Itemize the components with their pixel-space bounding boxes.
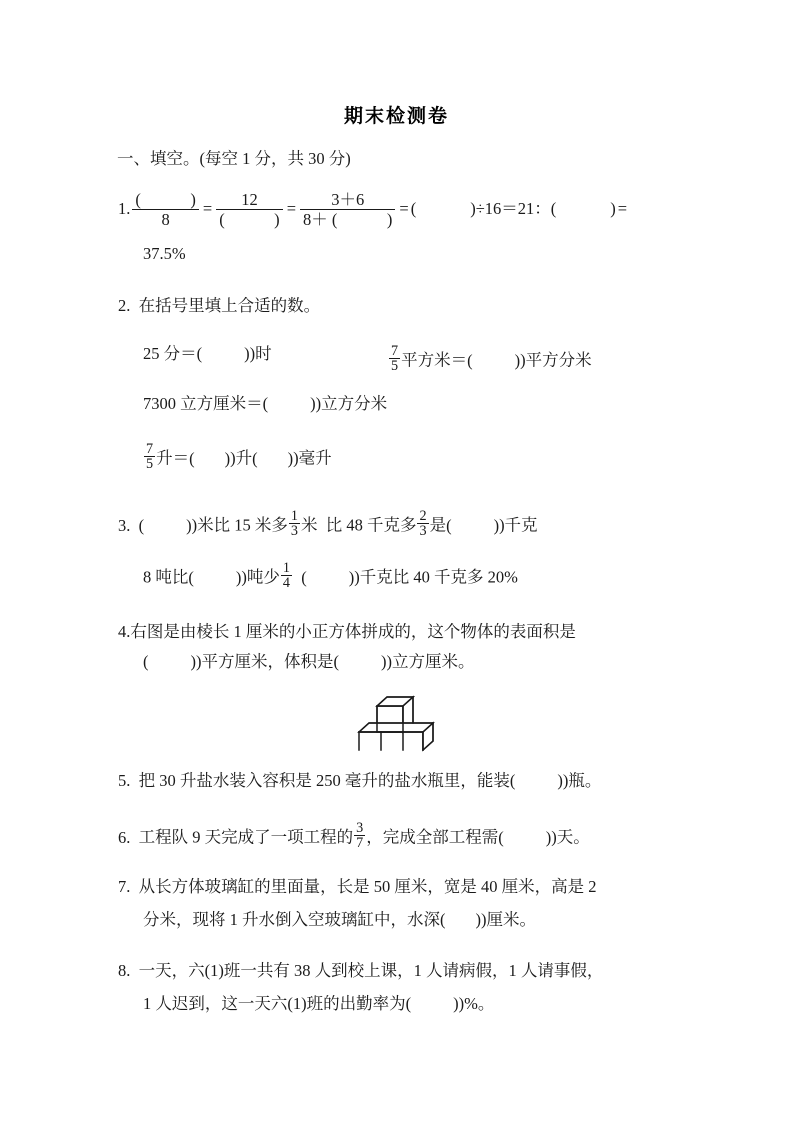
fraction-numerator: 1 bbox=[282, 560, 290, 576]
question-7-line-2 bbox=[143, 911, 536, 930]
question-1-tail: ÷16＝21： bbox=[475, 198, 551, 218]
q2-cubic-cm-label: 7300 立方厘米＝ bbox=[143, 394, 263, 413]
q3-part-1: )米比 15 米多 bbox=[191, 515, 288, 535]
q2-liter-unit: )升 bbox=[230, 448, 253, 468]
question-7 bbox=[118, 878, 597, 897]
fraction-numerator: 1 bbox=[290, 508, 298, 524]
q3-l2-part-2: )吨少 bbox=[241, 567, 280, 587]
answer-blank[interactable] bbox=[139, 517, 192, 536]
fraction-numerator: 12 bbox=[216, 190, 283, 210]
answer-blank[interactable] bbox=[551, 200, 616, 219]
question-3 bbox=[118, 510, 538, 540]
question-4 bbox=[118, 623, 576, 642]
question-1-line-2: 37.5% bbox=[143, 244, 186, 263]
q3-part-2: 米 bbox=[300, 515, 318, 535]
answer-blank[interactable] bbox=[510, 772, 563, 791]
answer-blank[interactable] bbox=[301, 569, 354, 588]
fraction-numerator: 2 bbox=[419, 508, 427, 524]
question-1-number: 1. bbox=[118, 198, 131, 218]
q2-liter-label: 升＝ bbox=[156, 448, 190, 468]
q3-l2-part-3: )千克比 40 千克多 20% bbox=[354, 567, 518, 587]
question-3-number: 3. bbox=[118, 515, 131, 535]
question-6-text-1: 工程队 9 天完成了一项工程的 bbox=[138, 827, 354, 847]
question-1-fraction-3 bbox=[300, 190, 395, 230]
question-7-number: 7. bbox=[118, 877, 131, 896]
fraction-denominator: 5 bbox=[146, 456, 154, 473]
question-2-line-b bbox=[143, 395, 387, 414]
answer-blank[interactable] bbox=[467, 352, 520, 371]
fraction-numerator: 7 bbox=[391, 343, 399, 359]
question-5-text: 把 30 升盐水装入容积是 250 毫升的盐水瓶里，能装 bbox=[138, 771, 510, 790]
answer-blank[interactable] bbox=[263, 395, 316, 414]
fraction-denominator: 3 bbox=[419, 523, 427, 540]
fraction-numerator: ( ) bbox=[132, 190, 199, 210]
q2-cubic-dm-unit: )立方分米 bbox=[315, 394, 388, 413]
fraction-denominator: 8＋ ( ) bbox=[303, 210, 393, 230]
question-2-line-a-left bbox=[143, 345, 272, 364]
cube-stack-figure bbox=[341, 692, 461, 754]
fraction-numerator: 3 bbox=[356, 820, 364, 836]
question-4-line-2 bbox=[143, 653, 475, 672]
question-3-line-2 bbox=[143, 562, 518, 592]
q2-fraction-seven-fifths-liter bbox=[144, 442, 155, 472]
q3-l2-part-1: 8 吨比 bbox=[143, 567, 189, 587]
answer-blank[interactable] bbox=[197, 345, 250, 364]
question-2-number: 2. bbox=[118, 296, 131, 315]
question-6 bbox=[118, 822, 590, 852]
answer-blank[interactable] bbox=[406, 995, 459, 1014]
fraction-denominator: ( ) bbox=[219, 210, 280, 230]
q3-part-4: 是 bbox=[429, 515, 447, 535]
question-6-number: 6. bbox=[118, 827, 131, 847]
question-2-line-c bbox=[143, 443, 332, 473]
q2-25min-unit: )时 bbox=[249, 344, 272, 363]
question-7-line-1: 从长方体玻璃缸的里面量，长是 50 厘米，宽是 40 厘米，高是 2 bbox=[138, 877, 597, 896]
question-5-number: 5. bbox=[118, 771, 131, 790]
question-2-line-a-right bbox=[388, 345, 592, 375]
q7-depth-unit: )厘米。 bbox=[481, 910, 536, 929]
equals-sign-2: = bbox=[286, 199, 296, 219]
question-2 bbox=[118, 297, 320, 316]
answer-blank[interactable] bbox=[498, 829, 551, 848]
answer-blank[interactable] bbox=[446, 517, 499, 536]
q2-25min-label: 25 分＝ bbox=[143, 344, 197, 363]
section-heading-fill-in-blanks: 一、填空。(每空 1 分，共 30 分) bbox=[117, 149, 351, 168]
q8-percent-unit: )%。 bbox=[458, 994, 495, 1013]
q7-l2-text: 分米，现将 1 升水倒入空玻璃缸中，水深 bbox=[143, 910, 440, 929]
q2-ml-unit: )毫升 bbox=[293, 448, 332, 468]
fraction-denominator: 7 bbox=[356, 835, 364, 852]
cube-stack-wireframe-icon bbox=[341, 692, 461, 754]
page-title: 期末检测卷 bbox=[343, 105, 449, 127]
answer-blank[interactable] bbox=[188, 569, 241, 588]
question-8 bbox=[118, 962, 603, 981]
equals-sign-3: = bbox=[399, 199, 409, 219]
q3-fraction-two-thirds bbox=[417, 509, 428, 539]
answer-blank[interactable] bbox=[143, 653, 196, 672]
answer-blank[interactable] bbox=[440, 911, 481, 930]
q3-part-3: 比 48 千克多 bbox=[325, 515, 417, 535]
q3-fraction-one-third bbox=[289, 509, 300, 539]
question-6-text-2: ，完成全部工程需 bbox=[366, 827, 499, 847]
question-4-line-1: 右图是由棱长 1 厘米的小正方体拼成的，这个物体的表面积是 bbox=[130, 622, 576, 641]
question-8-line-1: 一天，六(1)班一共有 38 人到校上课，1 人请病假，1 人请事假， bbox=[138, 961, 604, 980]
q2-fraction-seven-fifths bbox=[389, 344, 400, 374]
q4-volume-unit: )立方厘米。 bbox=[386, 652, 475, 671]
answer-blank[interactable] bbox=[189, 450, 230, 469]
question-8-number: 8. bbox=[118, 961, 131, 980]
equals-sign-1: = bbox=[202, 199, 213, 219]
question-8-line-2 bbox=[143, 995, 494, 1014]
fraction-denominator: 4 bbox=[282, 575, 290, 592]
answer-blank[interactable] bbox=[252, 450, 293, 469]
q5-bottle-unit: )瓶。 bbox=[562, 771, 602, 790]
answer-blank[interactable] bbox=[334, 653, 387, 672]
q6-fraction-three-sevenths bbox=[354, 821, 365, 851]
q4-surface-area-unit: )平方厘米，体积是 bbox=[196, 652, 334, 671]
question-2-prompt: 在括号里填上合适的数。 bbox=[138, 296, 321, 315]
question-1-fraction-1 bbox=[132, 190, 199, 230]
question-4-number: 4. bbox=[118, 622, 131, 641]
q6-day-unit: )天。 bbox=[551, 827, 590, 847]
question-5 bbox=[118, 772, 601, 791]
fraction-numerator: 3＋6 bbox=[300, 190, 395, 210]
fraction-denominator: 5 bbox=[391, 358, 399, 375]
fraction-numerator: 7 bbox=[146, 441, 154, 457]
q2-sqm-label: 平方米＝ bbox=[401, 350, 468, 370]
question-1-fraction-2 bbox=[216, 190, 283, 230]
equals-sign-4: = bbox=[617, 199, 628, 219]
q8-l2-text: 1 人迟到，这一天六(1)班的出勤率为 bbox=[143, 994, 406, 1013]
q3-fraction-one-quarter bbox=[281, 561, 292, 591]
fraction-denominator: 8 bbox=[161, 210, 170, 230]
fraction-denominator: 3 bbox=[290, 523, 298, 540]
answer-blank[interactable] bbox=[411, 200, 476, 219]
q2-sqdm-unit: )平方分米 bbox=[520, 350, 592, 370]
question-1 bbox=[118, 190, 629, 230]
q3-part-5: )千克 bbox=[499, 515, 538, 535]
